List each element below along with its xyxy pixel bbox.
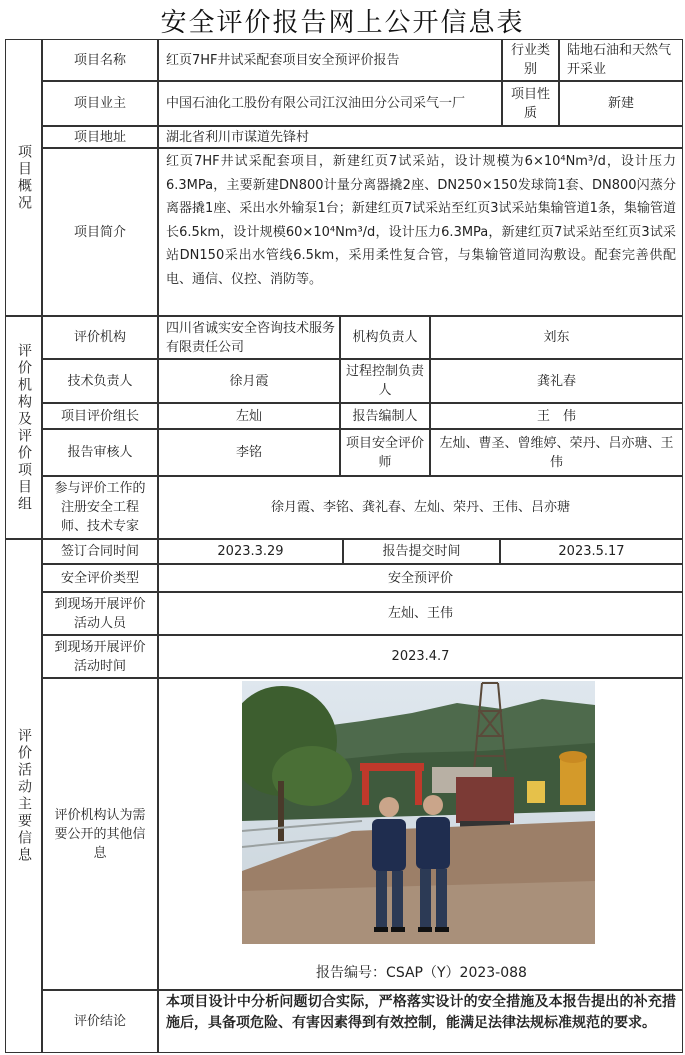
owner: 中国石油化工股份有限公司江汉油田分公司采气一厂 xyxy=(158,81,502,126)
nature: 新建 xyxy=(559,81,683,126)
label-reviewer: 报告审核人 xyxy=(42,429,158,476)
section-overview: 项目概况 xyxy=(5,39,42,316)
submit-date: 2023.5.17 xyxy=(500,539,683,564)
industry: 陆地石油和天然气开采业 xyxy=(559,39,683,81)
label-nature: 项目性质 xyxy=(502,81,559,126)
page-title: 安全评价报告网上公开信息表 xyxy=(160,8,525,38)
label-experts: 参与评价工作的注册安全工程师、技术专家 xyxy=(42,476,158,539)
label-writer: 报告编制人 xyxy=(340,403,430,429)
section-agency: 评价机构及评价项目组 xyxy=(5,316,42,539)
label-conclusion: 评价结论 xyxy=(42,990,158,1053)
label-project-name: 项目名称 xyxy=(42,39,158,81)
label-other-info: 评价机构认为需要公开的其他信息 xyxy=(42,678,158,990)
writer: 王 伟 xyxy=(430,403,683,429)
label-visit-time: 到现场开展评价活动时间 xyxy=(42,635,158,678)
evaluators: 左灿、曹圣、曾维婷、荣丹、吕亦瑭、王伟 xyxy=(430,429,683,476)
label-address: 项目地址 xyxy=(42,126,158,148)
address: 湖北省利川市谋道先锋村 xyxy=(158,126,683,148)
label-head: 机构负责人 xyxy=(340,316,430,359)
contract-date: 2023.3.29 xyxy=(158,539,343,564)
label-intro: 项目简介 xyxy=(42,148,158,316)
section-activity: 评价活动主要信息 xyxy=(5,539,42,1053)
leader: 左灿 xyxy=(158,403,340,429)
staff: 左灿、王伟 xyxy=(158,592,683,635)
label-tech: 技术负责人 xyxy=(42,359,158,403)
label-industry: 行业类别 xyxy=(502,39,559,81)
head: 刘东 xyxy=(430,316,683,359)
label-contract: 签订合同时间 xyxy=(42,539,158,564)
report-number: 报告编号：CSAP（Y）2023-088 xyxy=(316,965,527,981)
project-name: 红页7HF井试采配套项目安全预评价报告 xyxy=(158,39,502,81)
conclusion: 本项目设计中分析问题切合实际，严格落实设计的安全措施及本报告提出的补充措施后，具备项危险、有害因素得到有效控制，能满足法律法规标准规范的要求。 xyxy=(158,990,683,1053)
visit-time: 2023.4.7 xyxy=(158,635,683,678)
tech: 徐月霞 xyxy=(158,359,340,403)
reviewer: 李铭 xyxy=(158,429,340,476)
process: 龚礼春 xyxy=(430,359,683,403)
org: 四川省诚实安全咨询技术服务有限责任公司 xyxy=(158,316,340,359)
intro: 红页7HF井试采配套项目，新建红页7试采站，设计规模为6×10⁴Nm³/d，设计压力6.3MPa，主要新建DN800计量分离器撬2座、DN250×150发球筒1套、DN800闪蒸分离器撬1座、采出水外输泵1台；新建红页7试采站至红页3试采站集输管道1条，集输管道长6.5km，设计规模60×10⁴Nm³/d，设计压力6.3MPa，新建红页7试采站至红页3试采站DN150采出水管线6.5km，采用柔性复合管，与集输管道同沟敷设。配套完善供配电、通信、仪控、消防等。 xyxy=(158,148,683,316)
label-org: 评价机构 xyxy=(42,316,158,359)
experts: 徐月霞、李铭、龚礼春、左灿、荣丹、王伟、吕亦瑭 xyxy=(158,476,683,539)
label-submit: 报告提交时间 xyxy=(343,539,500,564)
site-photo xyxy=(242,681,595,944)
label-leader: 项目评价组长 xyxy=(42,403,158,429)
label-evaluators: 项目安全评价师 xyxy=(340,429,430,476)
label-owner: 项目业主 xyxy=(42,81,158,126)
label-type: 安全评价类型 xyxy=(42,564,158,592)
label-process: 过程控制负责人 xyxy=(340,359,430,403)
eval-type: 安全预评价 xyxy=(158,564,683,592)
label-staff: 到现场开展评价活动人员 xyxy=(42,592,158,635)
